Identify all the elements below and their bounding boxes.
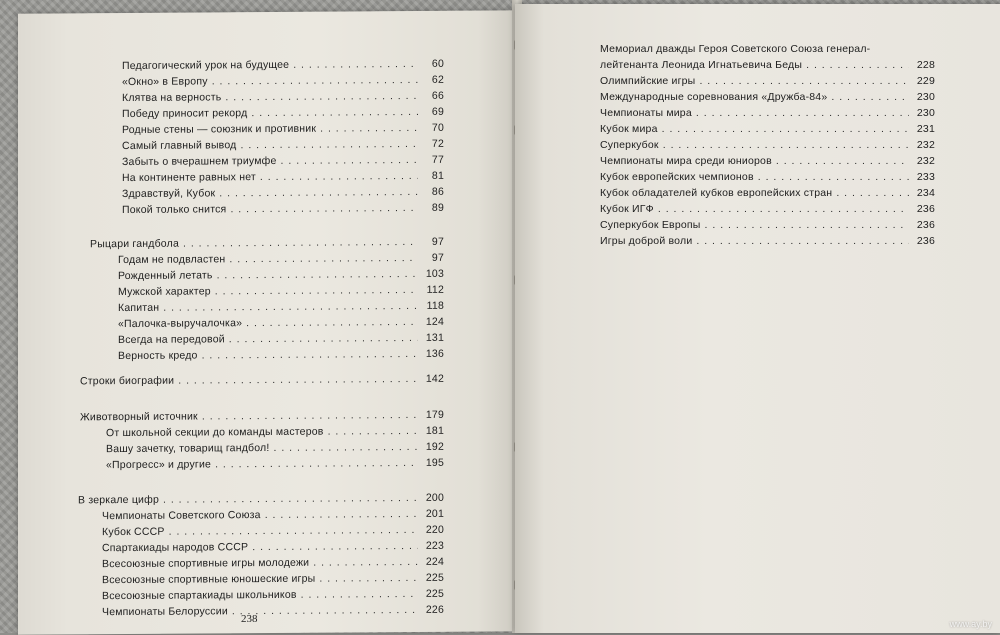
- toc-entry-title: От школьной секции до команды мастеров: [106, 425, 324, 440]
- toc-entry[interactable]: [78, 491, 444, 508]
- toc-entry[interactable]: [600, 186, 935, 200]
- dot-leader: [163, 299, 418, 315]
- toc-entry-title: Кубок СССР: [102, 525, 165, 539]
- toc-entry-page: 229: [916, 75, 935, 87]
- toc-entry[interactable]: [102, 603, 444, 619]
- dot-leader: [169, 523, 418, 539]
- dot-leader: [806, 58, 909, 72]
- toc-entry-page: 231: [916, 123, 935, 135]
- toc-entry-page: 89: [431, 201, 444, 214]
- toc-entry-page: 81: [431, 169, 444, 182]
- toc-entry[interactable]: [118, 283, 444, 299]
- dot-leader: [230, 201, 418, 216]
- toc-entry[interactable]: [600, 138, 935, 152]
- toc-entry-page: 232: [916, 139, 935, 151]
- toc-entry-page: 236: [916, 235, 935, 247]
- toc-entry-page: 234: [916, 187, 935, 199]
- dot-leader: [229, 251, 418, 266]
- dot-leader: [260, 169, 418, 184]
- toc-entry[interactable]: [122, 153, 444, 169]
- dot-leader: [696, 106, 909, 120]
- dot-leader: [202, 347, 418, 363]
- toc-entry-title: Самый главный вывод: [122, 139, 237, 153]
- toc-entry[interactable]: [106, 424, 444, 440]
- dot-leader: [219, 185, 418, 200]
- toc-entry-title: Кубок европейских чемпионов: [600, 171, 754, 183]
- dot-leader: [229, 331, 418, 346]
- toc-entry-page: 70: [431, 121, 444, 134]
- toc-entry-title: Чемпионаты мира среди юниоров: [600, 155, 772, 167]
- toc-entry-title: Мемориал дважды Героя Советского Союза генерал-: [600, 43, 871, 55]
- toc-entry[interactable]: [118, 267, 444, 283]
- dot-leader: [319, 571, 418, 586]
- toc-entry-page: 124: [425, 315, 444, 328]
- toc-entry-title: Педагогический урок на будущее: [122, 58, 290, 73]
- toc-entry[interactable]: [122, 73, 444, 89]
- toc-entry-title: Всесоюзные спартакиады школьников: [102, 588, 297, 603]
- toc-entry[interactable]: [122, 57, 444, 73]
- toc-entry[interactable]: [122, 185, 444, 201]
- toc-entry-page: 112: [426, 283, 444, 296]
- toc-entry-page: 220: [425, 523, 444, 536]
- toc-entry-page: 200: [425, 491, 444, 504]
- dot-leader: [758, 170, 909, 184]
- toc-entry-title: Кубок мира: [600, 123, 658, 135]
- toc-entry-title: Забыть о вчерашнем триумфе: [122, 154, 277, 169]
- toc-entry-page: 232: [916, 155, 935, 167]
- toc-entry-page: 62: [431, 73, 444, 86]
- toc-entry-page: 69: [431, 105, 444, 118]
- toc-entry[interactable]: [600, 42, 935, 56]
- toc-entry-title: Верность кредо: [118, 349, 198, 363]
- toc-entry-page: 225: [425, 571, 444, 584]
- toc-entry[interactable]: [600, 122, 935, 136]
- toc-entry-title: Кубок обладателей кубков европейских стран: [600, 187, 833, 199]
- dot-leader: [776, 154, 909, 168]
- toc-entry[interactable]: [122, 105, 444, 121]
- dot-leader: [662, 122, 909, 136]
- toc-entry-title: Олимпийские игры: [600, 75, 696, 87]
- toc-right: [515, 4, 1000, 633]
- toc-entry-title: Здравствуй, Кубок: [122, 187, 216, 201]
- dot-leader: [699, 74, 909, 88]
- dot-leader: [301, 587, 418, 602]
- toc-entry[interactable]: [102, 571, 444, 587]
- toc-entry[interactable]: [600, 202, 935, 216]
- dot-leader: [663, 138, 909, 152]
- toc-entry-page: 226: [425, 603, 444, 616]
- toc-entry-page: 179: [425, 408, 444, 421]
- dot-leader: [265, 507, 418, 522]
- toc-entry-page: 195: [425, 456, 444, 469]
- dot-leader: [232, 603, 418, 618]
- dot-leader: [274, 440, 419, 455]
- toc-entry-page: 192: [425, 440, 444, 453]
- site-watermark: www.ay.by: [949, 619, 992, 629]
- dot-leader: [658, 202, 909, 216]
- toc-entry-title: Игры доброй воли: [600, 235, 693, 247]
- toc-entry-page: 230: [916, 107, 935, 119]
- toc-entry-page: 77: [431, 153, 444, 166]
- toc-entry-title: Мужской характер: [118, 285, 211, 299]
- toc-entry[interactable]: [102, 539, 444, 555]
- dot-leader: [328, 424, 418, 439]
- toc-entry-title: «Палочка-выручалочка»: [118, 317, 243, 331]
- dot-leader: [163, 491, 418, 507]
- toc-entry-title: Покой только снится: [122, 203, 227, 217]
- toc-entry-title: лейтенанта Леонида Игнатьевича Беды: [600, 59, 803, 71]
- toc-entry-title: Рыцари гандбола: [90, 237, 179, 251]
- toc-entry-page: 225: [425, 587, 444, 600]
- toc-left: [18, 10, 518, 634]
- toc-entry[interactable]: [600, 154, 935, 168]
- toc-entry[interactable]: [102, 523, 444, 539]
- toc-entry-title: Всегда на передовой: [118, 333, 225, 347]
- toc-entry-title: Клятва на верность: [122, 91, 222, 105]
- toc-entry-title: Вашу зачетку, товарищ гандбол!: [106, 441, 270, 456]
- toc-entry-page: 72: [431, 137, 444, 150]
- right-page: [515, 4, 1000, 633]
- toc-entry[interactable]: [600, 218, 935, 232]
- dot-leader: [252, 539, 418, 554]
- toc-entry-title: «Окно» в Европу: [122, 75, 208, 89]
- dot-leader: [281, 153, 418, 168]
- dot-leader: [251, 105, 418, 120]
- dot-leader: [225, 89, 418, 104]
- toc-entry[interactable]: [102, 507, 444, 523]
- toc-entry-title: Рожденный летать: [118, 269, 213, 283]
- dot-leader: [836, 186, 909, 200]
- toc-entry-page: 181: [425, 424, 444, 437]
- left-page: [18, 10, 518, 634]
- toc-entry[interactable]: [122, 201, 444, 217]
- toc-entry-page: 201: [425, 507, 444, 520]
- toc-entry[interactable]: [90, 235, 444, 251]
- toc-entry-title: Чемпионаты Советского Союза: [102, 509, 261, 523]
- toc-entry-title: Всесоюзные спортивные юношеские игры: [102, 572, 316, 587]
- toc-entry-title: Чемпионаты Белоруссии: [102, 605, 228, 619]
- toc-entry[interactable]: [122, 89, 444, 105]
- toc-entry-title: Суперкубок: [600, 139, 659, 151]
- toc-entry-page: 86: [431, 185, 444, 198]
- toc-entry-page: 118: [426, 299, 444, 312]
- dot-leader: [212, 73, 418, 88]
- toc-entry-page: 236: [916, 219, 935, 231]
- toc-entry[interactable]: [106, 440, 444, 456]
- toc-entry-page: 136: [425, 347, 444, 360]
- toc-entry-title: Кубок ИГФ: [600, 203, 654, 215]
- toc-entry[interactable]: [118, 331, 444, 347]
- dot-leader: [831, 90, 909, 104]
- toc-entry-title: Суперкубок Европы: [600, 219, 701, 231]
- toc-entry[interactable]: [122, 137, 444, 153]
- toc-entry-page: 142: [425, 372, 444, 385]
- toc-entry-title: Строки биографии: [80, 374, 175, 388]
- toc-entry-page: 236: [916, 203, 935, 215]
- toc-entry-page: 103: [425, 267, 444, 280]
- toc-entry-page: 223: [425, 539, 444, 552]
- toc-entry-title: Родные стены — союзник и противник: [122, 122, 317, 137]
- toc-entry-page: 97: [431, 251, 444, 264]
- toc-entry[interactable]: [118, 299, 444, 315]
- dot-leader: [696, 234, 909, 248]
- dot-leader: [240, 137, 418, 152]
- toc-entry-page: 233: [916, 171, 935, 183]
- toc-entry[interactable]: [102, 587, 444, 603]
- toc-entry-title: Международные соревнования «Дружба-84»: [600, 91, 828, 103]
- dot-leader: [215, 456, 418, 471]
- toc-entry[interactable]: [600, 90, 935, 104]
- toc-entry[interactable]: [118, 315, 444, 331]
- dot-leader: [313, 555, 418, 570]
- toc-entry-title: Спартакиады народов СССР: [102, 541, 249, 555]
- toc-entry-title: Чемпионаты мира: [600, 107, 692, 119]
- toc-entry-page: 228: [916, 59, 935, 71]
- toc-entry[interactable]: [80, 408, 444, 425]
- dot-leader: [202, 408, 418, 424]
- toc-entry-title: В зеркале цифр: [78, 493, 160, 507]
- toc-entry[interactable]: [118, 347, 444, 363]
- dot-leader: [293, 57, 418, 72]
- toc-entry-page: 97: [431, 235, 444, 248]
- toc-entry-title: Годам не подвластен: [118, 253, 226, 267]
- dot-leader: [215, 283, 418, 298]
- toc-entry[interactable]: [600, 234, 935, 248]
- toc-entry-title: Животворный источник: [80, 410, 198, 424]
- dot-leader: [178, 372, 418, 388]
- toc-entry-title: Победу приносит рекорд: [122, 107, 248, 121]
- dot-leader: [705, 218, 909, 232]
- toc-entry-title: Капитан: [118, 301, 160, 315]
- toc-entry[interactable]: [106, 456, 444, 472]
- dot-leader: [246, 315, 418, 330]
- toc-entry-title: На континенте равных нет: [122, 171, 256, 185]
- toc-entry[interactable]: [102, 555, 444, 571]
- dot-leader: [183, 235, 418, 251]
- toc-entry[interactable]: [600, 106, 935, 120]
- toc-entry[interactable]: [122, 121, 444, 137]
- page-number: 238: [241, 613, 258, 625]
- toc-entry-title: Всесоюзные спортивные игры молодежи: [102, 556, 310, 571]
- toc-entry-title: «Прогресс» и другие: [106, 458, 212, 472]
- dot-leader: [217, 267, 418, 282]
- toc-entry[interactable]: [122, 169, 444, 185]
- toc-entry[interactable]: [600, 58, 935, 72]
- toc-entry[interactable]: [600, 170, 935, 184]
- toc-entry-page: 224: [425, 555, 444, 568]
- toc-entry-page: 60: [431, 57, 444, 70]
- toc-entry-page: 131: [425, 331, 444, 344]
- toc-entry[interactable]: [600, 74, 935, 88]
- toc-entry-page: 66: [431, 89, 444, 102]
- toc-entry[interactable]: [118, 251, 444, 267]
- dot-leader: [320, 121, 418, 136]
- toc-entry[interactable]: [80, 372, 444, 389]
- toc-entry-page: 230: [916, 91, 935, 103]
